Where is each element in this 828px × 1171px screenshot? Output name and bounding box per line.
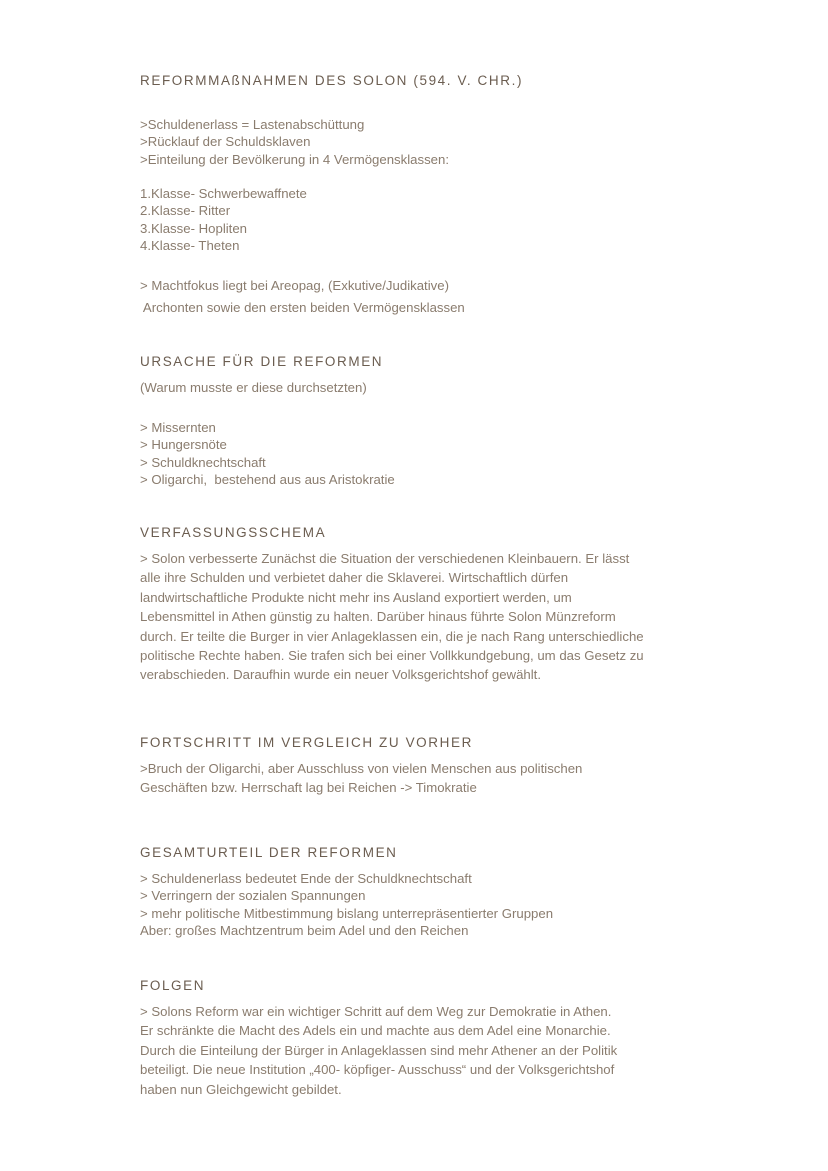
gesamturteil-line: Aber: großes Machtzentrum beim Adel und den Reichen (140, 923, 469, 939)
heading-verfassungsschema: VERFASSUNGSSCHEMA (140, 525, 327, 540)
reform-line: >Rücklauf der Schuldsklaven (140, 134, 311, 150)
paragraph-line: Durch die Einteilung der Bürger in Anlageklassen sind mehr Athener an der Politik (140, 1042, 618, 1058)
verfassung-paragraph (140, 549, 700, 685)
paragraph-line: durch. Er teilte die Burger in vier Anlageklassen ein, die je nach Rang unterschiedliche (140, 628, 644, 644)
paragraph-line: beteiligt. Die neue Institution „400- köpfiger- Ausschuss“ und der Volksgerichtshof (140, 1062, 615, 1078)
ursache-item: > Hungersnöte (140, 437, 227, 453)
paragraph-line: Geschäften bzw. Herrschaft lag bei Reichen -> Timokratie (140, 780, 477, 796)
paragraph-line: >Bruch der Oligarchi, aber Ausschluss von vielen Menschen aus politischen (140, 761, 583, 776)
paragraph-line: > Solons Reform war ein wichtiger Schritt auf dem Weg zur Demokratie in Athen. (140, 1004, 612, 1019)
ursache-item: > Oligarchi, bestehend aus aus Aristokratie (140, 472, 395, 488)
heading-gesamturteil: GESAMTURTEIL DER REFORMEN (140, 845, 398, 860)
macht-line: > Machtfokus liegt bei Areopag, (Exkutive/Judikative) (140, 278, 449, 293)
heading-ursache: URSACHE FÜR DIE REFORMEN (140, 354, 384, 369)
gesamturteil-line: > Schuldenerlass bedeutet Ende der Schuldknechtschaft (140, 871, 472, 886)
paragraph-line: verabschieden. Daraufhin wurde ein neuer Volksgerichtshof gewählt. (140, 667, 541, 683)
reform-line: >Schuldenerlass = Lastenabschüttung (140, 117, 365, 132)
klasse-item: 1.Klasse- Schwerbewaffnete (140, 186, 307, 201)
ursache-subtitle: (Warum musste er diese durchsetzten) (140, 380, 367, 395)
klasse-item: 3.Klasse- Hopliten (140, 220, 248, 236)
macht-line: Archonten sowie den ersten beiden Vermögensklassen (140, 300, 465, 315)
ursache-item: > Schuldknechtschaft (140, 454, 266, 470)
gesamturteil-line: > Verringern der sozialen Spannungen (140, 888, 366, 904)
klasse-item: 2.Klasse- Ritter (140, 203, 231, 219)
gesamturteil-line: > mehr politische Mitbestimmung bislang unterrepräsentierter Gruppen (140, 905, 554, 921)
heading-fortschritt: FORTSCHRITT IM VERGLEICH ZU VORHER (140, 735, 473, 750)
heading-folgen: FOLGEN (140, 978, 206, 993)
ursache-item: > Missernten (140, 420, 216, 435)
paragraph-line: Lebensmittel in Athen günstig zu halten. Darüber hinaus führte Solon Münzreform (140, 609, 616, 625)
paragraph-line: alle ihre Schulden und verbietet daher die Sklaverei. Wirtschaftlich dürfen (140, 570, 569, 586)
paragraph-line: haben nun Gleichgewicht gebildet. (140, 1081, 342, 1097)
fortschritt-paragraph (140, 759, 700, 798)
paragraph-line: politische Rechte haben. Sie trafen sich bei einer Vollkkundgebung, um das Gesetz zu (140, 648, 644, 664)
paragraph-line: landwirtschaftliche Produkte nicht mehr ins Ausland exportiert werden, um (140, 589, 572, 605)
reform-line: >Einteilung der Bevölkerung in 4 Vermögensklassen: (140, 151, 449, 167)
heading-reformmassnahmen: REFORMMAßNAHMEN DES SOLON (594. V. CHR.) (140, 73, 524, 88)
paragraph-line: > Solon verbesserte Zunächst die Situation der verschiedenen Kleinbauern. Er lässt (140, 551, 630, 566)
paragraph-line: Er schränkte die Macht des Adels ein und machte aus dem Adel eine Monarchie. (140, 1023, 611, 1039)
folgen-paragraph (140, 1002, 700, 1099)
klasse-item: 4.Klasse- Theten (140, 238, 240, 254)
